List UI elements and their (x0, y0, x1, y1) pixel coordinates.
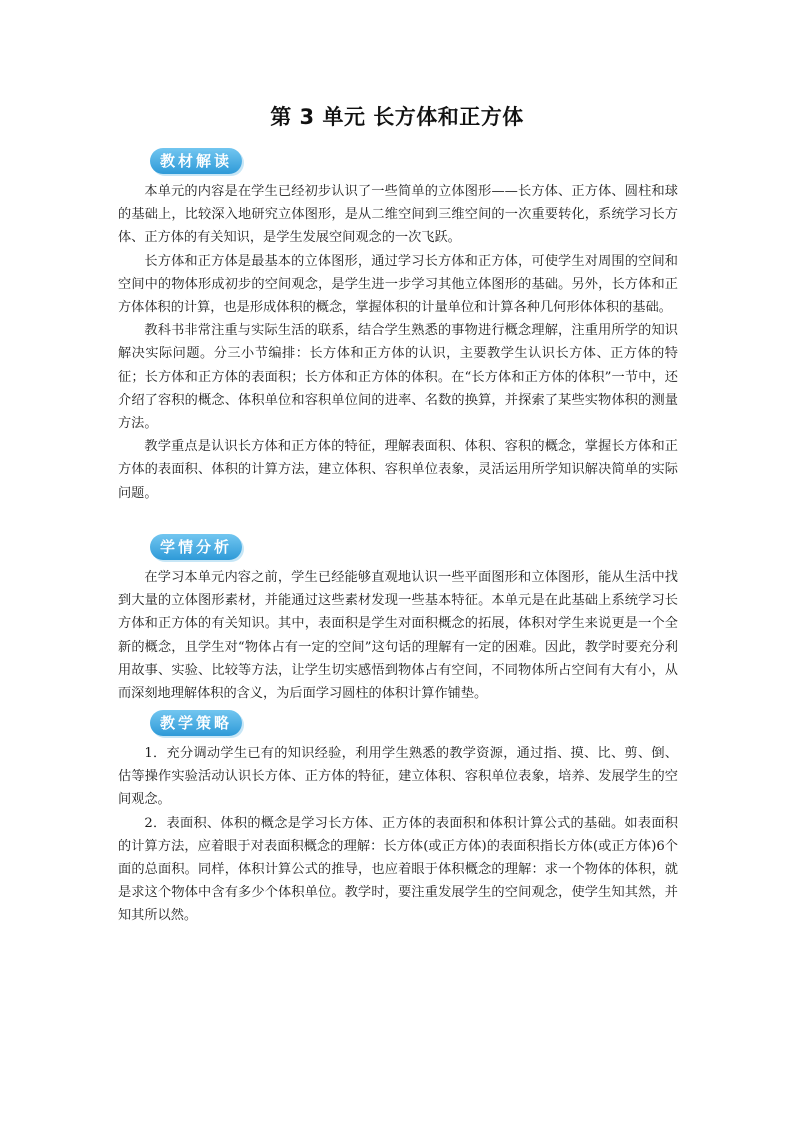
section-learning-analysis (118, 534, 678, 705)
section-badge-learning-analysis: 学情分析 (150, 534, 242, 560)
section-badge-textbook-interpretation: 教材解读 (150, 148, 242, 174)
section-textbook-interpretation (118, 148, 678, 505)
paragraph: 长方体和正方体是最基本的立体图形，通过学习长方体和正方体，可使学生对周围的空间和空间中的物体形成初步的空间观念，是学生进一步学习其他立体图形的基础。另外，长方体和正方体体积的计算，也是形成体积的概念，掌握体积的计量单位和计算各种几何形体体积的基础。 (118, 253, 678, 316)
paragraph: 本单元的内容是在学生已经初步认识了一些简单的立体图形——长方体、正方体、圆柱和球的基础上，比较深入地研究立体图形，是从二维空间到三维空间的一次重要转化，系统学习长方体、正方体的有关知识，是学生发展空间观念的一次飞跃。 (118, 184, 678, 246)
paragraph: 在学习本单元内容之前，学生已经能够直观地认识一些平面图形和立体图形，能从生活中找到大量的立体图形素材，并能通过这些素材发现一些基本特征。本单元是在此基础上系统学习长方体和正方体的有关知识。其中，表面积是学生对面积概念的拓展，体积对学生来说更是一个全新的概念，且学生对“物体占有一定的空间”这句话的理解有一定的困难。因此，教学时要充分利用故事、实验、比较等方法，让学生切实感悟到物体占有空间，不同物体所占空间有大有小，从而深刻地理解体积的含义，为后面学习圆柱的体积计算作铺垫。 (118, 570, 678, 702)
section-badge-teaching-strategy: 教学策略 (150, 710, 242, 736)
paragraph: 教科书非常注重与实际生活的联系，结合学生熟悉的事物进行概念理解，注重用所学的知识解决实际问题。分三小节编排：长方体和正方体的认识，主要教学生认识长方体、正方体的特征；长方体和正方体的表面积；长方体和正方体的体积。在“长方体和正方体的体积”一节中，还介绍了容积的概念、体积单位和容积单位间的进率、名数的换算，并探索了某些实物体积的测量方法。 (118, 323, 678, 432)
paragraph: 2．表面积、体积的概念是学习长方体、正方体的表面积和体积计算公式的基础。如表面积的计算方法，应着眼于对表面积概念的理解：长方体(或正方体)的表面积指长方体(或正方体)6个面的总面积。同样，体积计算公式的推导，也应着眼于体积概念的理解：求一个物体的体积，就是求这个物体中含有多少个体积单位。教学时，要注重发展学生的空间观念，使学生知其然，并知其所以然。 (118, 815, 678, 924)
paragraph: 1．充分调动学生已有的知识经验，利用学生熟悉的教学资源，通过指、摸、比、剪、倒、估等操作实验活动认识长方体、正方体的特征，建立体积、容积单位表象，培养、发展学生的空间观念。 (118, 746, 678, 808)
page-title: 第 3 单元 长方体和正方体 (270, 105, 524, 129)
section-teaching-strategy (118, 710, 678, 928)
paragraph: 教学重点是认识长方体和正方体的特征，理解表面积、体积、容积的概念，掌握长方体和正方体的表面积、体积的计算方法，建立体积、容积单位表象，灵活运用所学知识解决简单的实际问题。 (118, 439, 678, 501)
